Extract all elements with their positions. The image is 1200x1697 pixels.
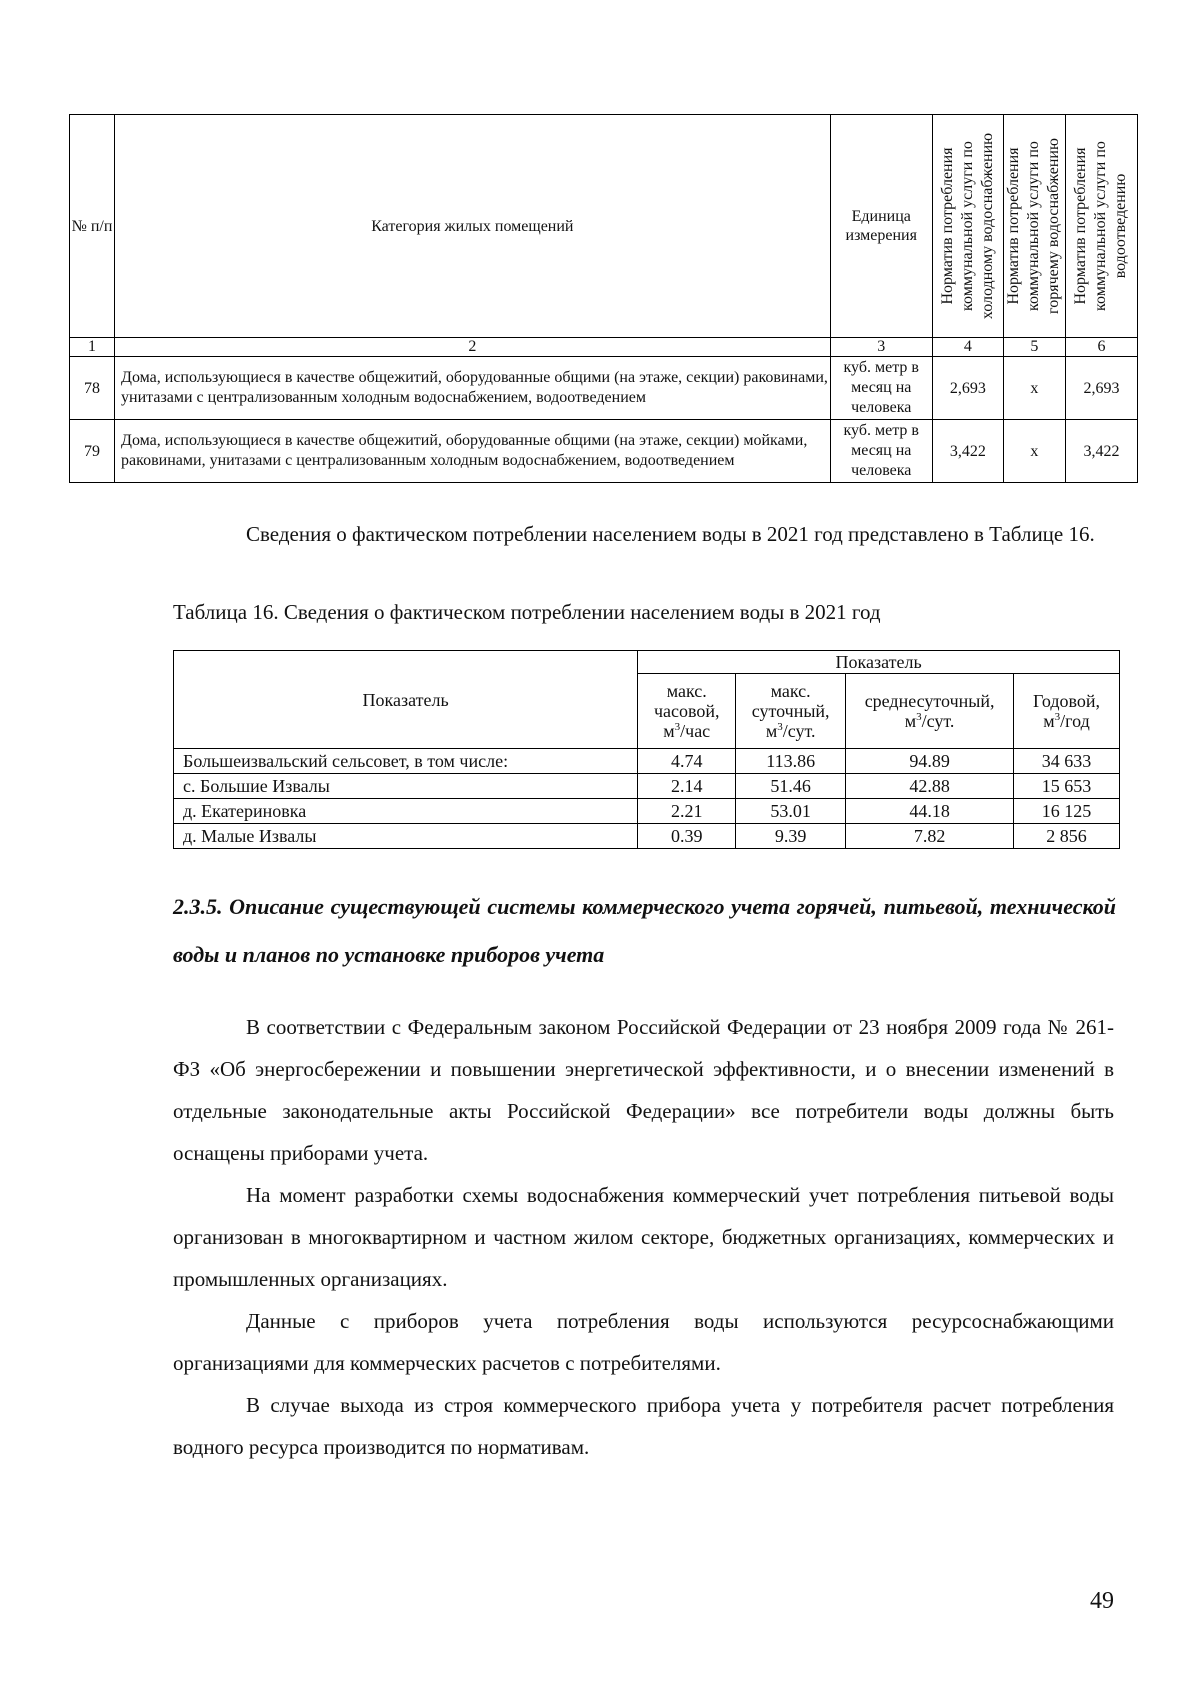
row-num: 78 xyxy=(70,357,115,420)
row-name: Большеизвальский сельсовет, в том числе: xyxy=(174,749,638,774)
col-day-unit: м xyxy=(765,721,778,741)
row-hot: x xyxy=(1003,357,1065,420)
col-hour-exp: 3 xyxy=(674,721,681,733)
row-category: Дома, использующиеся в качестве общежитий, оборудованные общими (на этаже, секции) раковинами, унитазами с централизованным холодным водоснабжением, водоотведением xyxy=(115,357,831,420)
intro-paragraph xyxy=(173,513,1114,555)
col-hour-unit: м xyxy=(663,721,675,741)
col-avg-suffix: /сут. xyxy=(921,711,955,731)
col-year-suffix: /год xyxy=(1060,711,1090,731)
table-row xyxy=(174,824,1120,849)
table-row xyxy=(70,357,1138,420)
col-day-l2: суточный, xyxy=(751,701,830,721)
row-unit: куб. метр в месяц на человека xyxy=(830,420,932,483)
col-day-suffix: /сут. xyxy=(782,721,816,741)
paragraph-text: В случае выхода из строя коммерческого прибора учета у потребителя расчет потребления водного ресурса производится по нормативам. xyxy=(173,1393,1114,1459)
col-header-day xyxy=(736,674,846,749)
col-number: 3 xyxy=(830,338,932,357)
norms-table-header xyxy=(70,115,1138,338)
row-avg: 44.18 xyxy=(846,799,1014,824)
col-hour-l1: макс. xyxy=(666,681,707,701)
row-day: 9.39 xyxy=(736,824,846,849)
paragraph-text: Данные с приборов учета потребления воды используются ресурсоснабжающими организациями для коммерческих расчетов с потребителями. xyxy=(173,1309,1114,1375)
table-row xyxy=(174,774,1120,799)
row-unit: куб. метр в месяц на человека xyxy=(830,357,932,420)
col-number: 1 xyxy=(70,338,115,357)
row-hour: 2.14 xyxy=(638,774,736,799)
body-paragraph xyxy=(173,1300,1114,1384)
row-name: д. Екатериновка xyxy=(174,799,638,824)
row-hour: 2.21 xyxy=(638,799,736,824)
row-cold: 2,693 xyxy=(932,357,1003,420)
row-day: 113.86 xyxy=(736,749,846,774)
paragraph-text: На момент разработки схемы водоснабжения коммерческий учет потребления питьевой воды организован в многоквартирном и частном жилом секторе, бюджетных организациях, коммерческих и промышленных организациях. xyxy=(173,1183,1114,1291)
norms-header-drain: Норматив потребления коммунальной услуги по водоотведению xyxy=(1072,141,1130,311)
col-avg-exp: 3 xyxy=(916,711,922,723)
row-drain: 2,693 xyxy=(1065,357,1137,420)
row-cold: 3,422 xyxy=(932,420,1003,483)
col-day-exp: 3 xyxy=(777,721,783,733)
table16-header-left: Показатель xyxy=(174,651,638,749)
row-year: 15 653 xyxy=(1014,774,1120,799)
norms-header-num: № п/п xyxy=(70,115,115,338)
row-avg: 42.88 xyxy=(846,774,1014,799)
norms-table xyxy=(69,114,1138,483)
row-drain: 3,422 xyxy=(1065,420,1137,483)
col-number: 2 xyxy=(115,338,831,357)
col-day-l1: макс. xyxy=(770,681,811,701)
row-name: д. Малые Извалы xyxy=(174,824,638,849)
row-day: 51.46 xyxy=(736,774,846,799)
norms-header-hot: Норматив потребления коммунальной услуги по горячему водоснабжению xyxy=(1005,138,1063,314)
row-year: 2 856 xyxy=(1014,824,1120,849)
row-avg: 7.82 xyxy=(846,824,1014,849)
table-row xyxy=(70,420,1138,483)
row-avg: 94.89 xyxy=(846,749,1014,774)
body-paragraph xyxy=(173,1174,1114,1300)
col-avg-l1: среднесуточный, xyxy=(864,691,995,711)
col-hour-suffix: /час xyxy=(680,721,711,741)
col-header-avg xyxy=(846,674,1014,749)
norms-header-cold: Норматив потребления коммунальной услуги по холодному водоснабжению xyxy=(938,132,996,320)
col-hour-l2: часовой, xyxy=(653,701,720,721)
row-year: 16 125 xyxy=(1014,799,1120,824)
paragraph-text: В соответствии с Федеральным законом Российской Федерации от 23 ноября 2009 года № 261-ФЗ «Об энергосбережении и повышении энергетической эффективности, и о внесении изменений в отдельные законодательные акты Российской Федерации» все потребители воды должны быть оснащены приборами учета. xyxy=(173,1015,1114,1165)
col-number: 6 xyxy=(1065,338,1137,357)
col-year-exp: 3 xyxy=(1054,711,1061,723)
table-row xyxy=(174,749,1120,774)
row-num: 79 xyxy=(70,420,115,483)
col-header-hour xyxy=(638,674,736,749)
table16 xyxy=(173,650,1120,849)
row-hot: x xyxy=(1003,420,1065,483)
row-day: 53.01 xyxy=(736,799,846,824)
norms-header-category: Категория жилых помещений xyxy=(115,115,831,338)
page-number: 49 xyxy=(1090,1588,1114,1614)
col-avg-unit: м xyxy=(904,711,917,731)
table16-header-group: Показатель xyxy=(638,651,1120,674)
body-paragraph xyxy=(173,1006,1114,1174)
row-hour: 4.74 xyxy=(638,749,736,774)
col-year-unit: м xyxy=(1043,711,1055,731)
row-hour: 0.39 xyxy=(638,824,736,849)
row-name: с. Большие Извалы xyxy=(174,774,638,799)
body-paragraph xyxy=(173,1384,1114,1468)
intro-text: Сведения о фактическом потреблении населением воды в 2021 год представлено в Таблице 16. xyxy=(246,522,1095,546)
table16-caption: Таблица 16. Сведения о фактическом потреблении населением воды в 2021 год xyxy=(173,600,881,624)
norms-header-unit: Единица измерения xyxy=(830,115,932,338)
col-number: 4 xyxy=(932,338,1003,357)
table-row xyxy=(174,799,1120,824)
col-number: 5 xyxy=(1003,338,1065,357)
table16-header-top xyxy=(174,651,1120,674)
col-year-l1: Годовой, xyxy=(1033,691,1101,711)
section-heading: 2.3.5. Описание существующей системы коммерческого учета горячей, питьевой, технической воды и планов по установке приборов учета xyxy=(173,894,1116,967)
col-header-year xyxy=(1014,674,1120,749)
row-year: 34 633 xyxy=(1014,749,1120,774)
norms-col-numbers xyxy=(70,338,1138,357)
row-category: Дома, использующиеся в качестве общежитий, оборудованные общими (на этаже, секции) мойками, раковинами, унитазами с централизованным холодным водоснабжением, водоотведением xyxy=(115,420,831,483)
